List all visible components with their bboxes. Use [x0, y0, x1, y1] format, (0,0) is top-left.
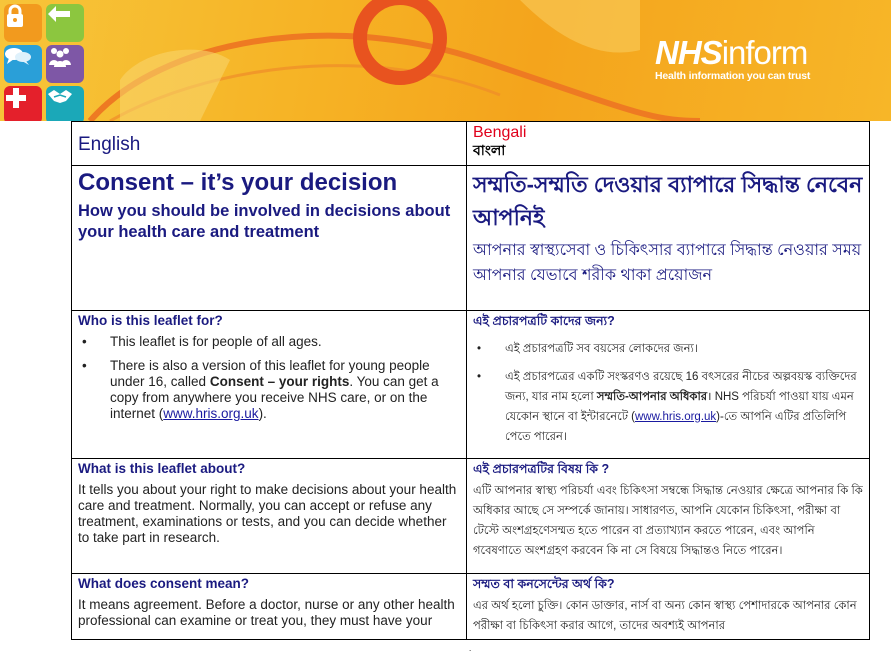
section-about-bn [467, 459, 870, 574]
back-arrow-icon[interactable] [46, 4, 84, 42]
language-label-bn-native: বাংলা [473, 142, 506, 158]
list-item [473, 367, 863, 447]
translation-table [71, 121, 870, 640]
logo-inform: inform [721, 34, 808, 71]
section-about-row [72, 459, 870, 574]
section-body-bn: এর অর্থ হলো চুক্তি। কোন ডাক্তার, নার্স বা অন্য কোন স্বাস্থ্য পেশাদারকে আপনার কোন পরীক্ষা বা চিকিৎসা করার আগে, তাদের অবশ্যই আপনার [473, 600, 857, 632]
section-body: It means agreement. Before a doctor, nurse or any other health professional can examine or treat you, they must have your [78, 597, 455, 628]
footer-mark: . [469, 644, 472, 653]
section-heading: Who is this leaflet for? [78, 313, 223, 328]
list-item-text: There is also a version of this leaflet for young people under 16, called [110, 358, 430, 389]
section-body: It tells you about your right to make decisions about your health care and treatment. Normally, you can accept or refuse any treatment, examinations or tests, and you can decide whether to take part in research. [78, 482, 457, 545]
language-header-row [72, 122, 870, 166]
page-title: Consent – it’s your decision [78, 169, 398, 196]
section-who-bn [467, 311, 870, 459]
speech-bubbles-icon[interactable] [4, 45, 42, 83]
list-item-text: ). [258, 406, 267, 421]
handshake-icon[interactable] [46, 86, 84, 121]
people-group-icon[interactable] [46, 45, 84, 83]
section-heading-bn: এই প্রচারপত্রটি কাদের জন্য? [473, 314, 615, 328]
logo-tagline: Health information you can trust [655, 70, 811, 82]
lock-icon[interactable] [4, 4, 42, 42]
list-item-text: . You can get a copy from anywhere you receive NHS care, or on the internet ( [110, 374, 439, 421]
section-consent-row [72, 574, 870, 640]
section-body-bn: এটি আপনার স্বাস্থ্য পরিচর্যা এবং চিকিৎসা সম্বন্ধে সিদ্ধান্ত নেওয়ার ক্ষেত্রে আপনার কি কি অধিকার আছে সে সম্পর্কে জানায়। সাধারণত, আপনি যেকোন চিকিৎসা, পরীক্ষা বা টেস্টে অংশগ্রহণেসম্মত হতে পারেন বা প্রত্যাখ্যান করতে পারেন, এবং আপনি গবেষণাতে অংশগ্রহণ করবেন কি না সে বিষয়ে সিদ্ধান্তও নিতে পারেন। [473, 485, 863, 557]
section-who-row [72, 311, 870, 459]
leaflet-name: Consent – your rights [209, 374, 350, 389]
section-heading-bn: এই প্রচারপত্রটির বিষয় কি ? [473, 462, 610, 476]
title-row [72, 166, 870, 311]
section-about-en [72, 459, 467, 574]
list-item [78, 358, 460, 422]
list-item: • This leaflet is for people of all ages. [78, 334, 460, 350]
list-item: • এই প্রচারপত্রটি সব বয়সের লোকদের জন্য। [473, 339, 863, 359]
list-item-text: এই প্রচারপত্রের একটি সংস্করণও রয়েছে 16 বৎসরের নীচের অল্পবয়স্ক ব্যক্তিদের জন্য, যার নাম হলো [505, 371, 857, 403]
section-consent-bn [467, 574, 870, 640]
red-cross-icon[interactable] [4, 86, 42, 121]
logo-nhs: NHS [655, 34, 722, 71]
section-heading: What does consent mean? [78, 576, 250, 591]
title-cell-bn [467, 166, 870, 311]
hris-link[interactable]: www.hris.org.uk [163, 406, 259, 421]
leaflet-name-bn: সম্মতি-আপনার অধিকার [596, 391, 708, 403]
section-heading-bn: সম্মত বা কনসেন্টের অর্থ কি? [473, 577, 615, 591]
section-heading: What is this leaflet about? [78, 461, 246, 476]
language-label-en: English [78, 134, 141, 155]
language-cell-en [72, 122, 467, 166]
language-cell-bn [467, 122, 870, 166]
page-title-bn: সম্মতি-সম্মতি দেওয়ার ব্যাপারে সিদ্ধান্ত নেবেন আপনিই [473, 172, 863, 230]
list-item-text: )-তে আপনি এটির প্রতিলিপি পেতে পারেন। [505, 411, 847, 443]
list-item-text: । NHS পরিচর্যা পাওয়া যায় এমন যেকোন স্থানে বা ইন্টারনেটে ( [505, 391, 854, 423]
page-subtitle: How you should be involved in decisions about your health care and treatment [78, 202, 451, 241]
section-consent-en [72, 574, 467, 640]
language-label-bn: Bengali [473, 124, 527, 141]
nhs-inform-logo[interactable] [655, 36, 810, 82]
hris-link-bn[interactable]: www.hris.org.uk [635, 411, 717, 423]
header-banner [0, 0, 891, 121]
page-subtitle-bn: আপনার স্বাস্থ্যসেবা ও চিকিৎসার ব্যাপারে সিদ্ধান্ত নেওয়ার সময় আপনার যেভাবে শরীক থাকা প্রয়োজন [473, 242, 862, 284]
title-cell-en [72, 166, 467, 311]
section-who-en [72, 311, 467, 459]
